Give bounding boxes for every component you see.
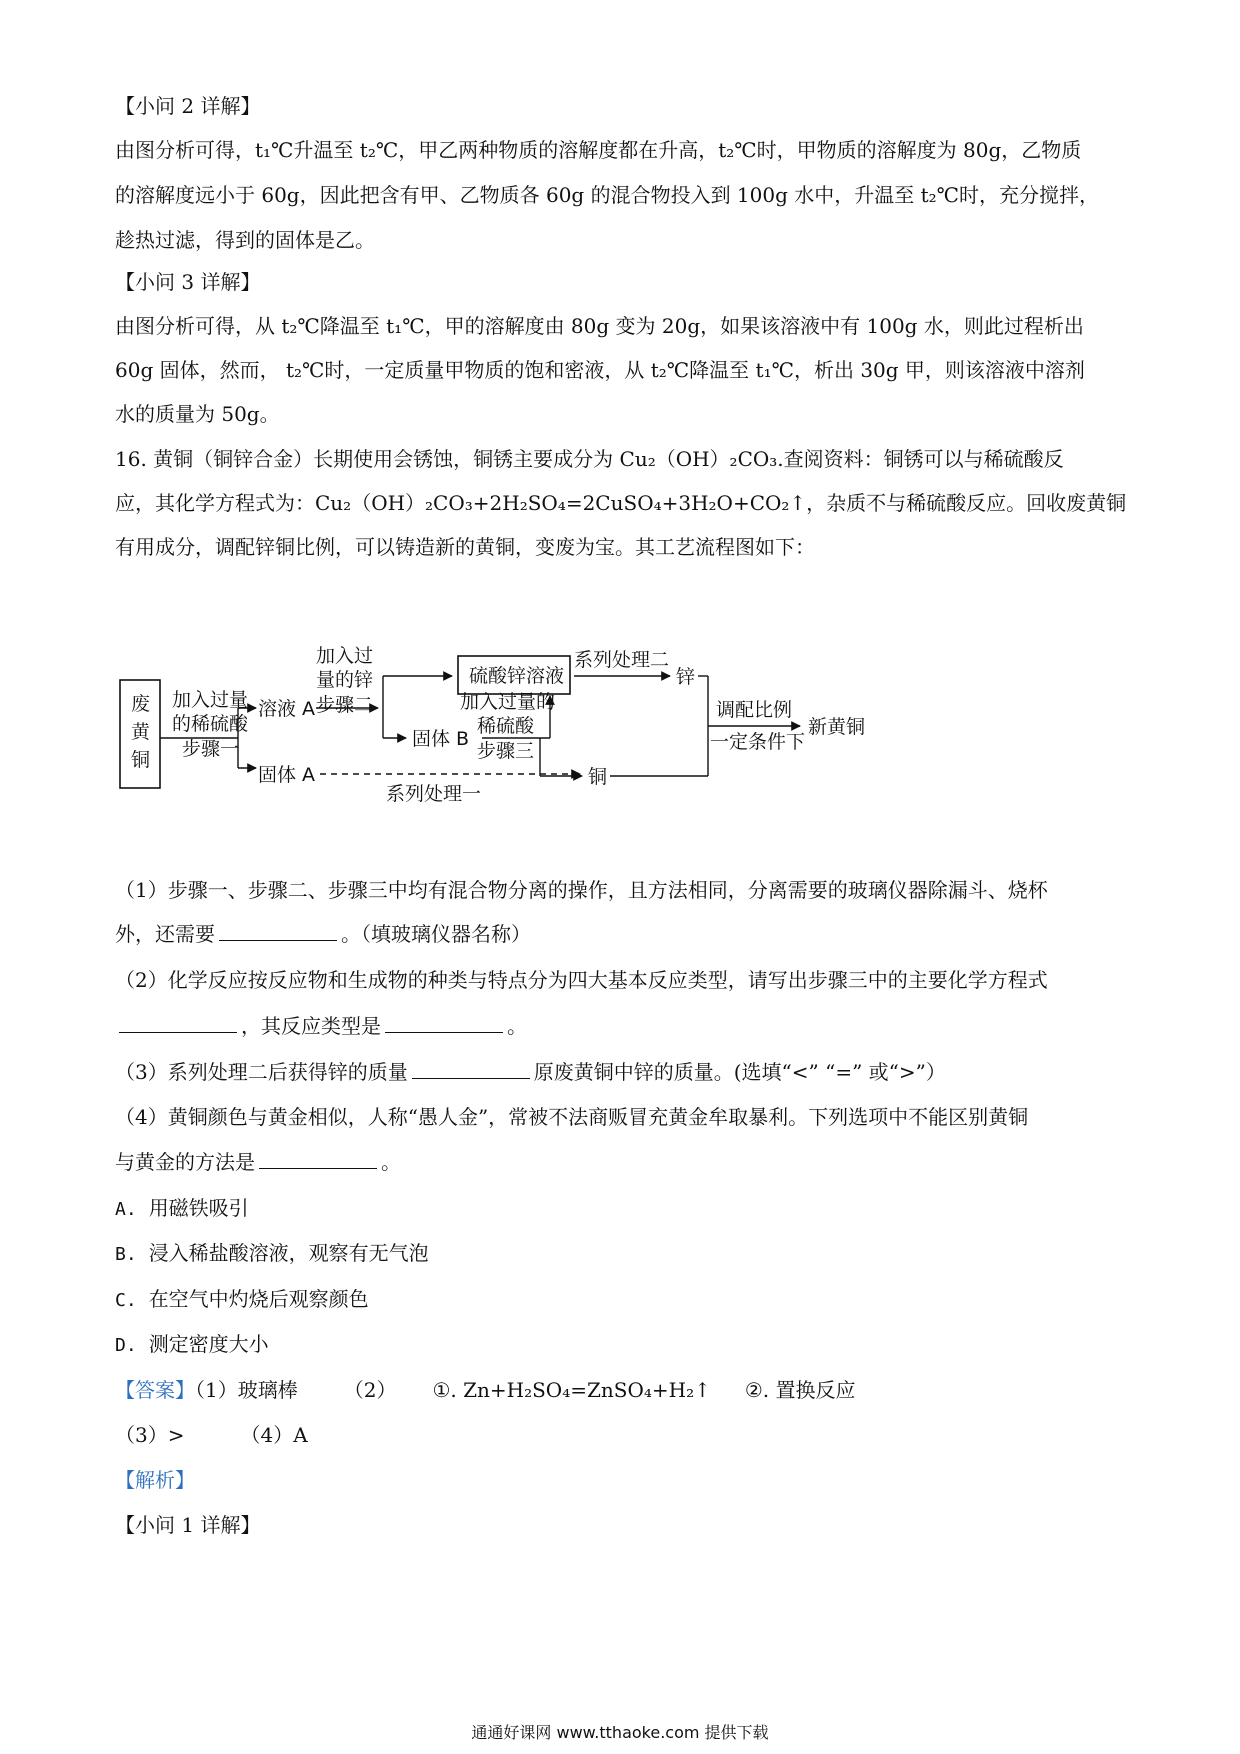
option-b[interactable] (115, 1239, 429, 1269)
option-key: B. (115, 1244, 137, 1265)
q2-detail-line-3: 趁热过滤，得到的固体是乙。 (115, 228, 375, 252)
answer-blank[interactable] (219, 922, 337, 941)
solid-a-label: 固体 A (258, 764, 316, 786)
step3-label-line-2: 稀硫酸 (477, 715, 535, 737)
scrap-brass-char-1: 废 (131, 693, 151, 715)
copper-label: 铜 (588, 766, 608, 788)
step2-label-line-2: 量的锌 (316, 669, 374, 691)
step2-label-line-1: 加入过 (316, 645, 374, 667)
step3-label-line-3: 步骤三 (477, 740, 535, 762)
q16-sub1-line-2 (115, 920, 1130, 948)
mix-label-line-1: 调配比例 (716, 699, 793, 721)
step1-label-line-3: 步骤一 (182, 738, 240, 760)
scrap-brass-char-3: 铜 (131, 749, 151, 771)
scrap-brass-char-2: 黄 (131, 721, 151, 743)
answer-part3: （3）> (115, 1423, 185, 1447)
solid-b-label: 固体 B (412, 728, 470, 750)
q16-sub4-line-2 (115, 1148, 1130, 1176)
q16-stem-line-2: 应，其化学方程式为：Cu₂（OH）₂CO₃+2H₂SO₄=2CuSO₄+3H₂O+CO₂↑，杂质不与稀硫酸反应。回收废黄铜 (115, 491, 1127, 515)
q16-stem-line-1: 16. 黄铜（铜锌合金）长期使用会锈蚀，铜锈主要成分为 Cu₂（OH）₂CO₃.查阅资料：铜锈可以与稀硫酸反 (115, 447, 1064, 471)
new-brass-label: 新黄铜 (808, 716, 866, 738)
q16-sub4-prefix: 与黄金的方法是 (115, 1150, 255, 1174)
answer-line-1 (115, 1376, 856, 1404)
q2-detail-line-1: 由图分析可得，t₁℃升温至 t₂℃，甲乙两种物质的溶解度都在升高，t₂℃时，甲物质的溶解度为 80g，乙物质 (115, 138, 1082, 162)
answer-part4: （4）A (240, 1423, 308, 1447)
answer-line-2 (115, 1421, 308, 1449)
option-key: D. (115, 1335, 137, 1356)
step2-label-line-3: 步骤二 (316, 694, 374, 716)
answer-blank[interactable] (259, 1150, 377, 1169)
mix-label-line-2: 一定条件下 (710, 731, 806, 753)
q16-sub4-line-1: （4）黄铜颜色与黄金相似，人称“愚人金”，常被不法商贩冒充黄金牟取暴利。下列选项中不能区别黄铜 (115, 1105, 1029, 1129)
option-text: 测定密度大小 (148, 1332, 269, 1356)
q16-sub1-line-1: （1）步骤一、步骤二、步骤三中均有混合物分离的操作，且方法相同，分离需要的玻璃仪器除漏斗、烧杯 (115, 878, 1048, 902)
q3-detail-line-1: 由图分析可得，从 t₂℃降温至 t₁℃，甲的溶解度由 80g 变为 20g，如果该溶液中有 100g 水，则此过程析出 (115, 314, 1084, 338)
option-c[interactable] (115, 1285, 369, 1315)
option-text: 浸入稀盐酸溶液，观察有无气泡 (148, 1241, 429, 1265)
q3-detail-line-2: 60g 固体，然而， t₂℃时，一定质量甲物质的饱和密液，从 t₂℃降温至 t₁℃，析出 30g 甲，则该溶液中溶剂 (115, 358, 1085, 382)
option-text: 用磁铁吸引 (148, 1196, 249, 1220)
step1-label-line-2: 的稀硫酸 (172, 713, 249, 735)
process2-label: 系列处理二 (574, 649, 670, 671)
zinc-label: 锌 (676, 666, 696, 688)
q16-sub1-suffix: 。（填玻璃仪器名称） (341, 922, 531, 946)
q16-sub2-mid: ，其反应类型是 (241, 1014, 381, 1038)
answer-label: 【答案】 (115, 1378, 195, 1402)
q16-sub4-suffix: 。 (381, 1150, 401, 1174)
option-text: 在空气中灼烧后观察颜色 (148, 1287, 369, 1311)
option-key: C. (115, 1290, 137, 1311)
q2-detail-line-2: 的溶解度远小于 60g，因此把含有甲、乙物质各 60g 的混合物投入到 100g 水中，升温至 t₂℃时，充分搅拌， (115, 183, 1100, 207)
answer-blank[interactable] (119, 1014, 237, 1033)
answer-part2: （2） (343, 1378, 397, 1402)
process1-label: 系列处理一 (386, 783, 482, 805)
answer-blank[interactable] (412, 1060, 530, 1079)
answer-part2-equation: ①. Zn+H₂SO₄=ZnSO₄+H₂↑ (432, 1378, 711, 1402)
q16-sub2-end: 。 (507, 1014, 527, 1038)
step3-label-line-1: 加入过量的 (460, 691, 556, 713)
q16-sub2-line-2 (115, 1012, 1130, 1040)
q16-stem-line-3: 有用成分，调配锌铜比例，可以铸造新的黄铜，变废为宝。其工艺流程图如下： (115, 535, 815, 559)
znso4-label: 硫酸锌溶液 (469, 665, 565, 687)
page-footer: 通通好课网 www.tthaoke.com 提供下载 (471, 1723, 769, 1742)
analysis-label: 【解析】 (115, 1468, 195, 1492)
q16-sub1-prefix: 外，还需要 (115, 922, 215, 946)
option-key: A. (115, 1199, 137, 1220)
q2-detail-heading: 【小问 2 详解】 (115, 94, 261, 118)
process-flow-diagram (110, 638, 1030, 838)
option-d[interactable] (115, 1330, 269, 1360)
solution-a-label: 溶液 A (258, 698, 316, 720)
q3-detail-line-3: 水的质量为 50g。 (115, 402, 280, 426)
q3-detail-heading: 【小问 3 详解】 (115, 270, 261, 294)
q16-sub3-prefix: （3）系列处理二后获得锌的质量 (115, 1060, 408, 1084)
q16-sub3-line (115, 1058, 1130, 1086)
step1-label-line-1: 加入过量 (172, 689, 249, 711)
option-a[interactable] (115, 1194, 249, 1224)
answer-part1: （1）玻璃棒 (195, 1378, 298, 1402)
q16-sub2-line-1: （2）化学反应按反应物和生成物的种类与特点分为四大基本反应类型，请写出步骤三中的主要化学方程式 (115, 968, 1048, 992)
q16-sub3-suffix: 原废黄铜中锌的质量。(选填“<” “=” 或“>”） (533, 1060, 946, 1084)
q1-detail-heading: 【小问 1 详解】 (115, 1513, 261, 1537)
answer-blank[interactable] (385, 1014, 503, 1033)
answer-part2-type: ②. 置换反应 (744, 1378, 856, 1402)
